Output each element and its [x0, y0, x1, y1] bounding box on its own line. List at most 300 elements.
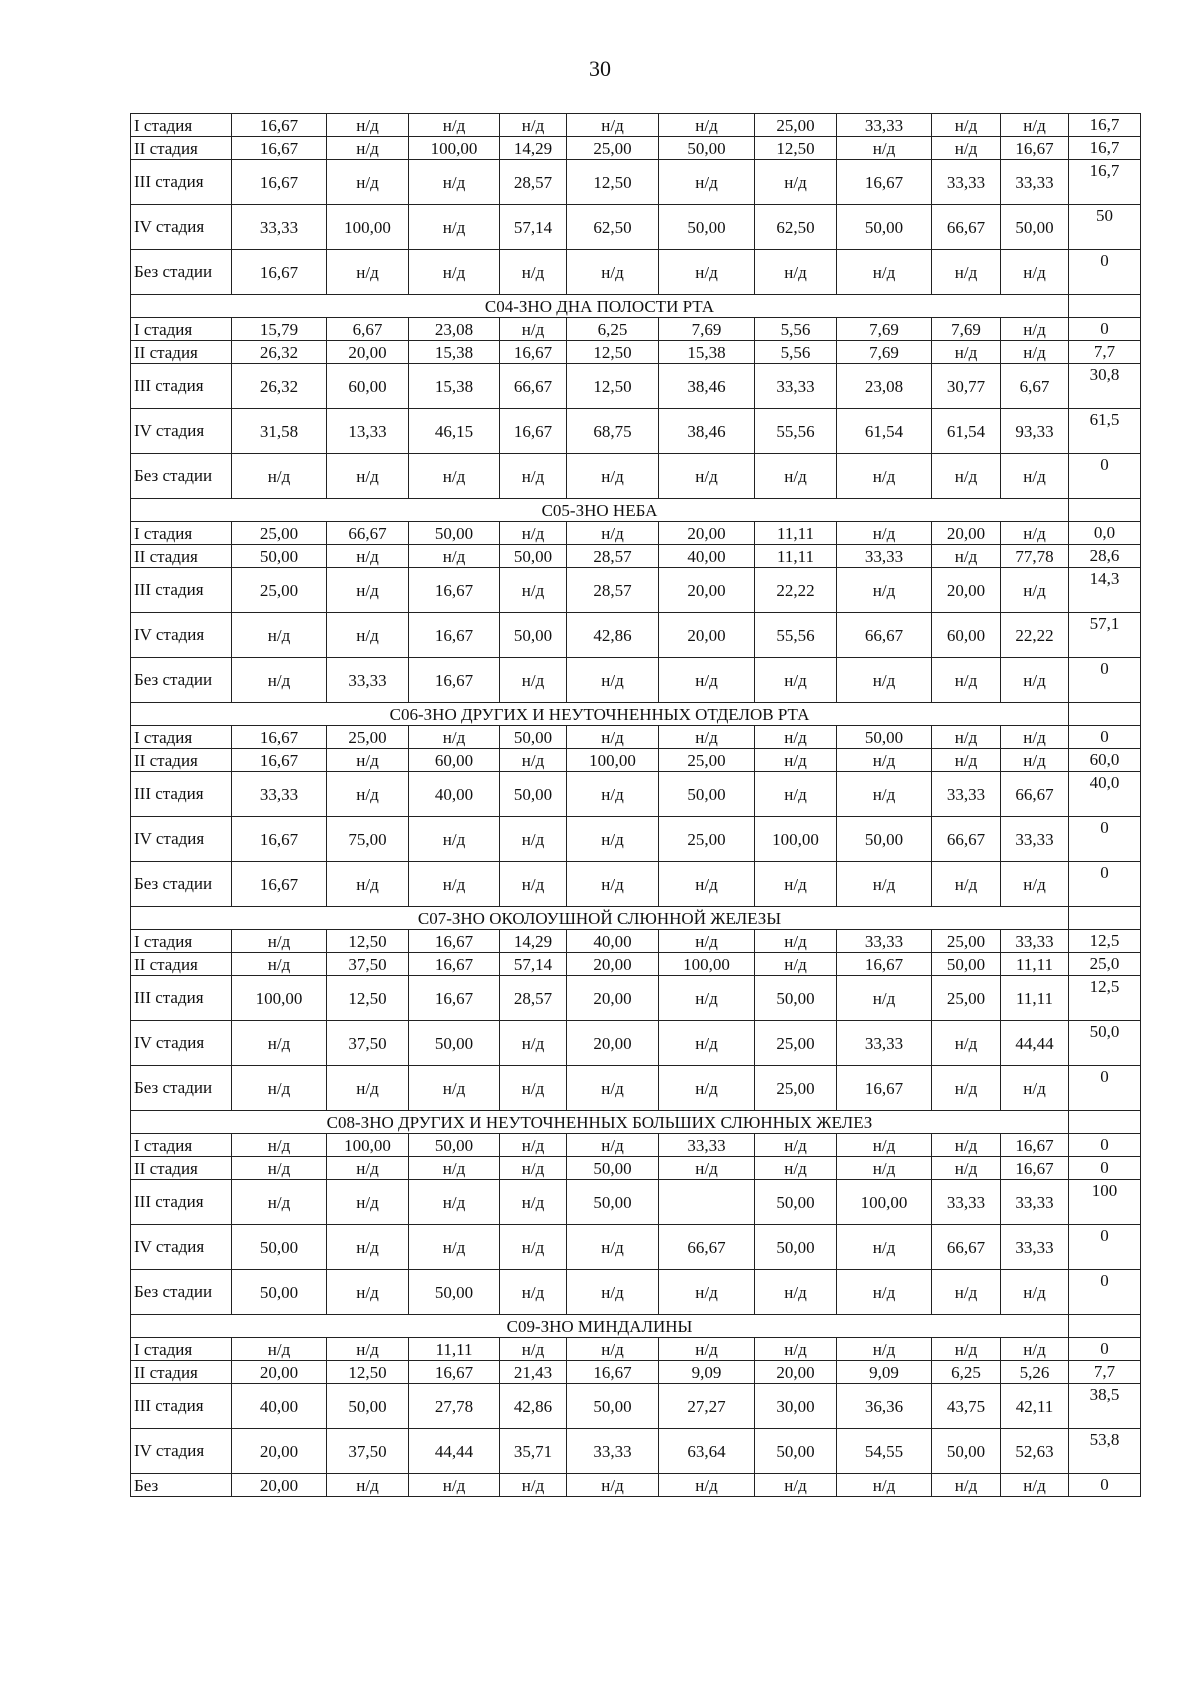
value-cell: 25,00 [659, 817, 755, 862]
value-cell: н/д [232, 454, 327, 499]
value-cell: н/д [500, 817, 567, 862]
value-cell: 75,00 [327, 817, 409, 862]
value-cell: 26,32 [232, 364, 327, 409]
value-cell: н/д [755, 160, 837, 205]
stage-label: Без стадии [131, 862, 232, 907]
value-cell: н/д [837, 1474, 932, 1497]
value-cell: н/д [327, 1180, 409, 1225]
value-cell: н/д [755, 1338, 837, 1361]
value-cell: 16,67 [1001, 137, 1069, 160]
value-cell: 16,67 [409, 658, 500, 703]
table-row [131, 1066, 1141, 1111]
value-cell: н/д [567, 1066, 659, 1111]
value-cell: 50,00 [755, 976, 837, 1021]
stage-label: I стадия [131, 114, 232, 137]
value-cell: н/д [327, 1338, 409, 1361]
value-cell: н/д [659, 1066, 755, 1111]
value-cell: 50,00 [500, 772, 567, 817]
value-cell: 6,67 [1001, 364, 1069, 409]
stage-label: II стадия [131, 1361, 232, 1384]
value-cell: 38,46 [659, 409, 755, 454]
value-cell: 23,08 [409, 318, 500, 341]
value-cell: 12,50 [327, 1361, 409, 1384]
value-cell: 33,33 [567, 1429, 659, 1474]
stage-label: II стадия [131, 953, 232, 976]
value-cell: 16,67 [409, 953, 500, 976]
value-cell: н/д [837, 1270, 932, 1315]
table-row [131, 1429, 1141, 1474]
value-cell: н/д [500, 658, 567, 703]
value-cell: 5,56 [755, 341, 837, 364]
value-cell: 77,78 [1001, 545, 1069, 568]
stage-label: II стадия [131, 137, 232, 160]
value-cell: 25,00 [932, 930, 1001, 953]
value-cell: н/д [327, 613, 409, 658]
value-cell: 60,00 [932, 613, 1001, 658]
stage-label: Без стадии [131, 250, 232, 295]
value-cell: 50,00 [659, 205, 755, 250]
value-cell: н/д [567, 1338, 659, 1361]
value-cell: н/д [1001, 1338, 1069, 1361]
stage-label: I стадия [131, 1338, 232, 1361]
stage-label: IV стадия [131, 205, 232, 250]
value-cell: н/д [837, 568, 932, 613]
value-cell: 50,00 [837, 726, 932, 749]
stage-label: IV стадия [131, 1021, 232, 1066]
value-cell: 20,00 [232, 1361, 327, 1384]
value-cell: 50,00 [500, 613, 567, 658]
value-cell: 16,67 [500, 341, 567, 364]
section-header-row [131, 907, 1141, 930]
value-cell: н/д [327, 137, 409, 160]
value-cell: н/д [659, 862, 755, 907]
total-value-cell: 0 [1069, 1270, 1141, 1315]
total-value-cell: 0 [1069, 726, 1141, 749]
value-cell: 33,33 [755, 364, 837, 409]
value-cell: 33,33 [837, 114, 932, 137]
value-cell: 23,08 [837, 364, 932, 409]
total-value-cell: 0 [1069, 1066, 1141, 1111]
stage-label: Без [131, 1474, 232, 1497]
value-cell: н/д [409, 817, 500, 862]
section-spacer-cell [1069, 1315, 1141, 1338]
value-cell: 28,57 [567, 568, 659, 613]
value-cell: 43,75 [932, 1384, 1001, 1429]
value-cell: 16,67 [232, 137, 327, 160]
value-cell: н/д [837, 250, 932, 295]
value-cell: 28,57 [567, 545, 659, 568]
section-spacer-cell [1069, 907, 1141, 930]
value-cell: 52,63 [1001, 1429, 1069, 1474]
section-spacer-cell [1069, 295, 1141, 318]
value-cell: н/д [500, 318, 567, 341]
value-cell: н/д [755, 1134, 837, 1157]
value-cell: н/д [932, 1134, 1001, 1157]
value-cell: 25,00 [755, 114, 837, 137]
value-cell: 15,79 [232, 318, 327, 341]
total-value-cell: 53,8 [1069, 1429, 1141, 1474]
value-cell: 50,00 [837, 205, 932, 250]
value-cell: 50,00 [932, 1429, 1001, 1474]
value-cell: 16,67 [837, 1066, 932, 1111]
value-cell: 42,11 [1001, 1384, 1069, 1429]
stage-label: III стадия [131, 1384, 232, 1429]
section-header-row [131, 1111, 1141, 1134]
value-cell: 16,67 [232, 817, 327, 862]
section-spacer-cell [1069, 499, 1141, 522]
value-cell: н/д [659, 114, 755, 137]
value-cell: 33,33 [837, 545, 932, 568]
value-cell: 11,11 [755, 545, 837, 568]
value-cell: 50,00 [932, 953, 1001, 976]
value-cell: н/д [659, 250, 755, 295]
value-cell: 50,00 [755, 1180, 837, 1225]
value-cell: 5,26 [1001, 1361, 1069, 1384]
value-cell: 100,00 [232, 976, 327, 1021]
total-value-cell: 60,0 [1069, 749, 1141, 772]
table-row [131, 658, 1141, 703]
value-cell: 50,00 [409, 522, 500, 545]
value-cell: н/д [659, 160, 755, 205]
value-cell: н/д [409, 114, 500, 137]
table-row [131, 1134, 1141, 1157]
value-cell: н/д [232, 1021, 327, 1066]
stage-label: III стадия [131, 568, 232, 613]
table-row [131, 772, 1141, 817]
value-cell: 50,00 [500, 545, 567, 568]
value-cell: н/д [932, 1157, 1001, 1180]
value-cell: н/д [232, 1157, 327, 1180]
value-cell: н/д [500, 1066, 567, 1111]
stage-label: II стадия [131, 341, 232, 364]
value-cell: 50,00 [232, 1270, 327, 1315]
value-cell: н/д [932, 545, 1001, 568]
table-row [131, 522, 1141, 545]
value-cell: н/д [837, 1157, 932, 1180]
value-cell: 61,54 [837, 409, 932, 454]
value-cell: 25,00 [932, 976, 1001, 1021]
value-cell: 20,00 [567, 1021, 659, 1066]
value-cell: н/д [327, 454, 409, 499]
total-value-cell: 0 [1069, 817, 1141, 862]
stage-distribution-table [130, 113, 1141, 1497]
value-cell: н/д [755, 658, 837, 703]
table-row [131, 409, 1141, 454]
value-cell: н/д [837, 137, 932, 160]
value-cell: 66,67 [659, 1225, 755, 1270]
value-cell: н/д [567, 862, 659, 907]
value-cell: н/д [1001, 250, 1069, 295]
table-row [131, 205, 1141, 250]
value-cell: 68,75 [567, 409, 659, 454]
value-cell: 16,67 [837, 953, 932, 976]
stage-label: I стадия [131, 726, 232, 749]
value-cell: 14,29 [500, 137, 567, 160]
value-cell: 20,00 [755, 1361, 837, 1384]
value-cell: 20,00 [232, 1429, 327, 1474]
value-cell: н/д [409, 1180, 500, 1225]
value-cell: 100,00 [755, 817, 837, 862]
value-cell: 37,50 [327, 953, 409, 976]
value-cell: н/д [409, 862, 500, 907]
value-cell: 100,00 [837, 1180, 932, 1225]
value-cell: н/д [659, 930, 755, 953]
value-cell: н/д [327, 1270, 409, 1315]
table-row [131, 545, 1141, 568]
value-cell: н/д [659, 1270, 755, 1315]
value-cell: 12,50 [567, 160, 659, 205]
value-cell [659, 1180, 755, 1225]
total-value-cell: 0 [1069, 1338, 1141, 1361]
value-cell: н/д [1001, 318, 1069, 341]
value-cell: н/д [232, 1180, 327, 1225]
value-cell: 21,43 [500, 1361, 567, 1384]
value-cell: н/д [232, 1066, 327, 1111]
value-cell: 30,77 [932, 364, 1001, 409]
table-row [131, 454, 1141, 499]
total-value-cell: 0 [1069, 318, 1141, 341]
value-cell: 22,22 [1001, 613, 1069, 658]
value-cell: н/д [932, 341, 1001, 364]
value-cell: н/д [1001, 1474, 1069, 1497]
value-cell: н/д [755, 726, 837, 749]
table-row [131, 160, 1141, 205]
value-cell: 20,00 [932, 568, 1001, 613]
value-cell: н/д [500, 749, 567, 772]
value-cell: 16,67 [500, 409, 567, 454]
value-cell: н/д [755, 1270, 837, 1315]
value-cell: 66,67 [327, 522, 409, 545]
total-value-cell: 12,5 [1069, 930, 1141, 953]
value-cell: н/д [932, 1066, 1001, 1111]
table-row [131, 862, 1141, 907]
page-number: 30 [589, 56, 611, 81]
value-cell: н/д [659, 1157, 755, 1180]
value-cell: 50,00 [567, 1384, 659, 1429]
table-row [131, 1270, 1141, 1315]
value-cell: 50,00 [1001, 205, 1069, 250]
value-cell: 16,67 [567, 1361, 659, 1384]
table-row [131, 613, 1141, 658]
value-cell: 40,00 [659, 545, 755, 568]
value-cell: н/д [500, 1270, 567, 1315]
value-cell: 15,38 [409, 364, 500, 409]
total-value-cell: 0 [1069, 1225, 1141, 1270]
value-cell: н/д [327, 1066, 409, 1111]
value-cell: 15,38 [409, 341, 500, 364]
section-title: С04-ЗНО ДНА ПОЛОСТИ РТА [131, 295, 1069, 318]
stage-label: IV стадия [131, 1429, 232, 1474]
value-cell: 100,00 [327, 205, 409, 250]
stage-label: Без стадии [131, 658, 232, 703]
value-cell: н/д [755, 930, 837, 953]
value-cell: 33,33 [1001, 817, 1069, 862]
value-cell: 50,00 [500, 726, 567, 749]
stage-label: Без стадии [131, 1270, 232, 1315]
section-header-row [131, 499, 1141, 522]
value-cell: 6,67 [327, 318, 409, 341]
value-cell: 16,67 [409, 1361, 500, 1384]
value-cell: 9,09 [659, 1361, 755, 1384]
value-cell: н/д [409, 160, 500, 205]
value-cell: 42,86 [500, 1384, 567, 1429]
value-cell: 16,67 [232, 749, 327, 772]
value-cell: н/д [755, 862, 837, 907]
value-cell: н/д [837, 1134, 932, 1157]
value-cell: 12,50 [327, 976, 409, 1021]
value-cell: 100,00 [409, 137, 500, 160]
table-row [131, 1361, 1141, 1384]
value-cell: н/д [1001, 454, 1069, 499]
table-row [131, 137, 1141, 160]
total-value-cell: 40,0 [1069, 772, 1141, 817]
value-cell: н/д [755, 250, 837, 295]
value-cell: 12,50 [327, 930, 409, 953]
value-cell: 12,50 [755, 137, 837, 160]
stage-label: I стадия [131, 318, 232, 341]
value-cell: н/д [327, 772, 409, 817]
value-cell: н/д [409, 205, 500, 250]
value-cell: 16,67 [837, 160, 932, 205]
value-cell: н/д [327, 545, 409, 568]
value-cell: н/д [659, 1474, 755, 1497]
value-cell: 54,55 [837, 1429, 932, 1474]
table-row [131, 1338, 1141, 1361]
value-cell: 7,69 [659, 318, 755, 341]
value-cell: 11,11 [1001, 953, 1069, 976]
stage-label: I стадия [131, 930, 232, 953]
total-value-cell: 7,7 [1069, 1361, 1141, 1384]
value-cell: н/д [837, 454, 932, 499]
value-cell: 16,67 [232, 160, 327, 205]
value-cell: н/д [837, 772, 932, 817]
section-header-row [131, 295, 1141, 318]
value-cell: н/д [932, 114, 1001, 137]
value-cell: 28,57 [500, 976, 567, 1021]
value-cell: 12,50 [567, 364, 659, 409]
table-row [131, 1157, 1141, 1180]
value-cell: 16,67 [232, 726, 327, 749]
value-cell: н/д [755, 953, 837, 976]
value-cell: 50,00 [755, 1429, 837, 1474]
total-value-cell: 50,0 [1069, 1021, 1141, 1066]
total-value-cell: 12,5 [1069, 976, 1141, 1021]
value-cell: 26,32 [232, 341, 327, 364]
value-cell: н/д [567, 772, 659, 817]
value-cell: н/д [327, 1157, 409, 1180]
total-value-cell: 0,0 [1069, 522, 1141, 545]
value-cell: н/д [932, 137, 1001, 160]
value-cell: н/д [567, 114, 659, 137]
value-cell: н/д [327, 250, 409, 295]
value-cell: 50,00 [659, 772, 755, 817]
table-row [131, 114, 1141, 137]
value-cell: 35,71 [500, 1429, 567, 1474]
value-cell: н/д [1001, 1066, 1069, 1111]
section-title: С07-ЗНО ОКОЛОУШНОЙ СЛЮННОЙ ЖЕЛЕЗЫ [131, 907, 1069, 930]
value-cell: н/д [500, 1157, 567, 1180]
value-cell: н/д [327, 568, 409, 613]
value-cell: 20,00 [327, 341, 409, 364]
value-cell: н/д [500, 862, 567, 907]
value-cell: 50,00 [409, 1134, 500, 1157]
value-cell: 40,00 [232, 1384, 327, 1429]
value-cell: 25,00 [232, 568, 327, 613]
value-cell: н/д [1001, 341, 1069, 364]
value-cell: н/д [932, 250, 1001, 295]
table-row [131, 930, 1141, 953]
value-cell: н/д [837, 749, 932, 772]
value-cell: н/д [837, 658, 932, 703]
value-cell: н/д [837, 976, 932, 1021]
value-cell: 11,11 [755, 522, 837, 545]
value-cell: н/д [755, 454, 837, 499]
table-row [131, 1384, 1141, 1429]
value-cell: 33,33 [232, 205, 327, 250]
value-cell: 57,14 [500, 205, 567, 250]
value-cell: 16,67 [232, 862, 327, 907]
value-cell: 50,00 [409, 1021, 500, 1066]
value-cell: 63,64 [659, 1429, 755, 1474]
stage-label: III стадия [131, 364, 232, 409]
value-cell: 25,00 [567, 137, 659, 160]
total-value-cell: 28,6 [1069, 545, 1141, 568]
section-title: С08-ЗНО ДРУГИХ И НЕУТОЧНЕННЫХ БОЛЬШИХ СЛЮННЫХ ЖЕЛЕЗ [131, 1111, 1069, 1134]
section-spacer-cell [1069, 1111, 1141, 1134]
value-cell: 42,86 [567, 613, 659, 658]
value-cell: н/д [232, 658, 327, 703]
table-row [131, 364, 1141, 409]
value-cell: 22,22 [755, 568, 837, 613]
table-row [131, 1225, 1141, 1270]
value-cell: 28,57 [500, 160, 567, 205]
value-cell: 46,15 [409, 409, 500, 454]
value-cell: 15,38 [659, 341, 755, 364]
value-cell: н/д [500, 114, 567, 137]
value-cell: 62,50 [755, 205, 837, 250]
value-cell: н/д [659, 726, 755, 749]
value-cell: 33,33 [932, 772, 1001, 817]
value-cell: н/д [500, 522, 567, 545]
value-cell: 66,67 [837, 613, 932, 658]
value-cell: н/д [327, 749, 409, 772]
value-cell: 7,69 [837, 318, 932, 341]
total-value-cell: 0 [1069, 250, 1141, 295]
value-cell: 33,33 [1001, 930, 1069, 953]
table-row [131, 341, 1141, 364]
value-cell: н/д [500, 1225, 567, 1270]
stage-label: IV стадия [131, 409, 232, 454]
section-title: С09-ЗНО МИНДАЛИНЫ [131, 1315, 1069, 1338]
value-cell: 20,00 [567, 976, 659, 1021]
value-cell: 100,00 [327, 1134, 409, 1157]
value-cell: н/д [409, 726, 500, 749]
value-cell: н/д [755, 1157, 837, 1180]
value-cell: 16,67 [1001, 1134, 1069, 1157]
value-cell: 66,67 [1001, 772, 1069, 817]
value-cell: н/д [1001, 522, 1069, 545]
value-cell: 9,09 [837, 1361, 932, 1384]
value-cell: 37,50 [327, 1429, 409, 1474]
section-header-row [131, 703, 1141, 726]
value-cell: н/д [837, 1338, 932, 1361]
value-cell: 13,33 [327, 409, 409, 454]
value-cell: 50,00 [327, 1384, 409, 1429]
value-cell: 66,67 [932, 205, 1001, 250]
value-cell: н/д [500, 568, 567, 613]
value-cell: 33,33 [327, 658, 409, 703]
value-cell: н/д [567, 1225, 659, 1270]
